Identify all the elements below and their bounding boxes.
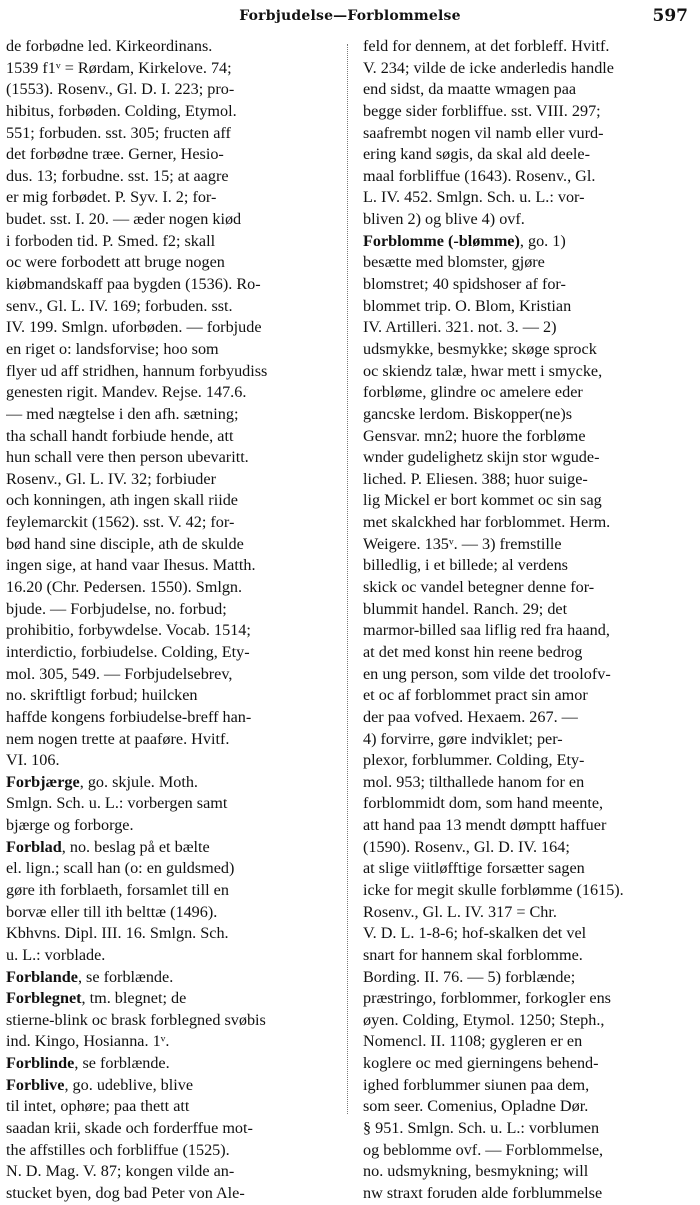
- text-line: Gensvar. mn2; huore the forbløme: [363, 426, 586, 445]
- text-line: Kbhvns. Dipl. III. 16. Smlgn. Sch.: [6, 924, 229, 943]
- text-line: Forblinde, se forblænde.: [6, 1054, 170, 1073]
- text-line: i forboden tid. P. Smed. f2; skall: [6, 231, 216, 250]
- text-line: Forblomme (-blømme), go. 1): [363, 231, 566, 250]
- text-line: forblommidt dom, som hand meente,: [363, 794, 604, 813]
- text-line: senv., Gl. L. IV. 169; forbuden. sst.: [6, 296, 233, 315]
- text-line: ind. Kingo, Hosianna. 1ᵛ.: [6, 1032, 170, 1051]
- text-line: u. L.: vorblade.: [6, 945, 106, 964]
- text-line: et oc af forblommet pract sin amor: [363, 686, 588, 705]
- text-line: 4) forvirre, gøre indviklet; per-: [363, 729, 563, 748]
- text-line: blomstret; 40 spidshoser af for-: [363, 275, 566, 294]
- text-line: forbløme, glindre oc amelere eder: [363, 383, 583, 402]
- text-line: gancske lerdom. Biskopper(ne)s: [363, 404, 573, 423]
- text-line: ingen sige, at hand vaar Ihesus. Matth.: [6, 556, 256, 575]
- text-line: VI. 106.: [6, 751, 60, 770]
- text-line: wnder gudelighetz skijn stor wgude-: [363, 448, 600, 467]
- text-line: el. lign.; scall han (o: en guldsmed): [6, 859, 235, 878]
- page-number: 597: [652, 6, 688, 26]
- text-line: Bording. II. 76. — 5) forblænde;: [363, 967, 576, 986]
- text-line: gøre ith forblaeth, forsamlet till en: [6, 880, 229, 899]
- text-line: no. skriftligt forbud; huilcken: [6, 686, 198, 705]
- text-line: præstringo, forblommer, forkogler ens: [363, 989, 611, 1008]
- text-line: lig Mickel er bort kommet oc sin sag: [363, 491, 602, 510]
- text-line: L. IV. 452. Smlgn. Sch. u. L.: vor-: [363, 188, 585, 207]
- text-line: end sidst, da maatte wmagen paa: [363, 80, 577, 99]
- text-line: § 951. Smlgn. Sch. u. L.: vorblumen: [363, 1119, 600, 1138]
- text-line: til intet, ophøre; paa thett att: [6, 1097, 190, 1116]
- text-line: skick oc vandel betegner denne for-: [363, 578, 595, 597]
- text-line: Forblad, no. beslag på et bælte: [6, 837, 210, 856]
- text-line: snart for hannem skal forblomme.: [363, 945, 583, 964]
- text-line: IV. 199. Smlgn. uforbøden. — forbjude: [6, 318, 262, 337]
- text-line: det forbødne træe. Gerner, Hesio-: [6, 145, 224, 164]
- text-line: ighed forblummer siunen paa dem,: [363, 1075, 590, 1094]
- text-line: der paa vofved. Hexaem. 267. —: [363, 707, 578, 726]
- text-line: Forblande, se forblænde.: [6, 967, 174, 986]
- text-line: oc were forbodett att bruge nogen: [6, 253, 225, 272]
- text-line: — med nægtelse i den afh. sætning;: [6, 404, 239, 423]
- text-line: Forblegnet, tm. blegnet; de: [6, 989, 187, 1008]
- text-line: Weigere. 135ᵛ. — 3) fremstille: [363, 534, 562, 553]
- text-line: stierne-blink oc brask forblegned svøbis: [6, 1010, 266, 1029]
- text-line: maal forbliffue (1643). Rosenv., Gl.: [363, 166, 596, 185]
- text-line: nw straxt foruden alde forblummelse: [363, 1183, 603, 1202]
- text-line: 16.20 (Chr. Pedersen. 1550). Smlgn.: [6, 578, 243, 597]
- text-line: liched. P. Eliesen. 388; huor suige-: [363, 469, 588, 488]
- text-line: IV. Artilleri. 321. not. 3. — 2): [363, 318, 557, 337]
- text-line: udsmykke, besmykke; skøge sprock: [363, 339, 597, 358]
- text-line: Nomencl. II. 1108; gygleren er en: [363, 1032, 583, 1051]
- text-line: Rosenv., Gl. L. IV. 32; forbiuder: [6, 469, 216, 488]
- text-line: Forblive, go. udeblive, blive: [6, 1075, 194, 1094]
- text-line: og beblomme ovf. — Forblommelse,: [363, 1140, 604, 1159]
- text-line: feld for dennem, at det forbleff. Hvitf.: [363, 37, 610, 55]
- text-line: och konningen, ath ingen skall riide: [6, 491, 238, 510]
- text-line: met skalckhed har forblommet. Herm.: [363, 513, 611, 532]
- text-line: prohibitio, forbywdelse. Vocab. 1514;: [6, 621, 251, 640]
- text-line: budet. sst. I. 20. — æder nogen kiød: [6, 210, 242, 229]
- text-line: hun schall vere then person ubevaritt.: [6, 448, 249, 467]
- text-line: Forbjærge, go. skjule. Moth.: [6, 772, 198, 791]
- text-line: koglere oc med gierningens behend-: [363, 1054, 599, 1073]
- text-line: saafrembt nogen vil namb eller vurd-: [363, 123, 604, 142]
- text-line: billedlig, i et billede; al verdens: [363, 556, 568, 575]
- text-line: en riget o: landsforvise; hoo som: [6, 339, 219, 358]
- text-line: stucket byen, dog bad Peter von Ale-: [6, 1183, 245, 1202]
- text-line: feylemarckit (1562). sst. V. 42; for-: [6, 513, 235, 532]
- text-line: ering kand søgis, da skal ald deele-: [363, 145, 591, 164]
- text-line: mol. 953; tilthallede hanom for en: [363, 772, 585, 791]
- text-line: V. D. L. 1-8-6; hof-skalken det vel: [363, 924, 587, 943]
- text-line: icke for megit skulle forblømme (1615).: [363, 880, 624, 899]
- text-line: 1539 f1ᵛ = Rørdam, Kirkelove. 74;: [6, 58, 232, 77]
- text-line: hibitus, forbøden. Colding, Etymol.: [6, 101, 237, 120]
- text-line: at slige viitløfftige forsætter sagen: [363, 859, 585, 878]
- text-line: de forbødne led. Kirkeordinans.: [6, 37, 213, 55]
- text-line: blummit handel. Ranch. 29; det: [363, 599, 568, 618]
- text-line: V. 234; vilde de icke anderledis handle: [363, 58, 614, 77]
- running-title: Forbjudelse—Forblommelse: [239, 8, 461, 24]
- text-line: bliven 2) og blive 4) ovf.: [363, 210, 525, 229]
- text-line: bød hand sine disciple, ath de skulde: [6, 534, 244, 553]
- text-line: bjærge og forborge.: [6, 816, 134, 835]
- text-line: oc skiendz talæ, hwar mett i smycke,: [363, 361, 603, 380]
- page-header: [0, 6, 700, 30]
- text-line: bjude. — Forbjudelse, no. forbud;: [6, 599, 227, 618]
- text-line: kiøbmandskaff paa bygden (1536). Ro-: [6, 275, 261, 294]
- text-line: interdictio, forbiudelse. Colding, Ety-: [6, 642, 250, 661]
- text-line: at det med konst hin reene bedrog: [363, 642, 583, 661]
- text-line: nem nogen trette at paaføre. Hvitf.: [6, 729, 230, 748]
- text-line: er mig forbødet. P. Syv. I. 2; for-: [6, 188, 217, 207]
- text-line: Rosenv., Gl. L. IV. 317 = Chr.: [363, 902, 557, 921]
- text-line: (1590). Rosenv., Gl. D. IV. 164;: [363, 837, 570, 856]
- text-line: en ung person, som vilde det troolofv-: [363, 664, 611, 683]
- text-line: N. D. Mag. V. 87; kongen vilde an-: [6, 1162, 235, 1181]
- left-column: [6, 36, 336, 1205]
- text-line: som seer. Comenius, Opladne Dør.: [363, 1097, 589, 1116]
- text-line: blommet trip. O. Blom, Kristian: [363, 296, 572, 315]
- text-line: begge sider forbliffue. sst. VIII. 297;: [363, 101, 601, 120]
- text-line: genesten rigit. Mandev. Rejse. 147.6.: [6, 383, 247, 402]
- column-divider: [347, 44, 348, 1114]
- right-column: [363, 36, 693, 1205]
- text-line: (1553). Rosenv., Gl. D. I. 223; pro-: [6, 80, 235, 99]
- text-line: the affstilles och forbliffue (1525).: [6, 1140, 230, 1159]
- text-line: haffde kongens forbiudelse-breff han-: [6, 707, 252, 726]
- text-line: marmor-billed saa liflig red fra haand,: [363, 621, 610, 640]
- text-line: borvæ eller till ith belttæ (1496).: [6, 902, 218, 921]
- text-line: mol. 305, 549. — Forbjudelsebrev,: [6, 664, 233, 683]
- text-line: no. udsmykning, besmykning; will: [363, 1162, 589, 1181]
- text-line: 551; forbuden. sst. 305; fructen aff: [6, 123, 231, 142]
- text-line: besætte med blomster, gjøre: [363, 253, 545, 272]
- text-line: saadan krii, skade och forderffue mot-: [6, 1119, 253, 1138]
- text-line: øyen. Colding, Etymol. 1250; Steph.,: [363, 1010, 605, 1029]
- text-line: tha schall handt forbiude hende, att: [6, 426, 234, 445]
- text-line: att hand paa 13 mendt dømptt haffuer: [363, 816, 607, 835]
- text-line: Smlgn. Sch. u. L.: vorbergen samt: [6, 794, 228, 813]
- text-line: plexor, forblummer. Colding, Ety-: [363, 751, 585, 770]
- text-line: flyer ud aff stridhen, hannum forbyudiss: [6, 361, 268, 380]
- text-line: dus. 13; forbudne. sst. 15; at aagre: [6, 166, 229, 185]
